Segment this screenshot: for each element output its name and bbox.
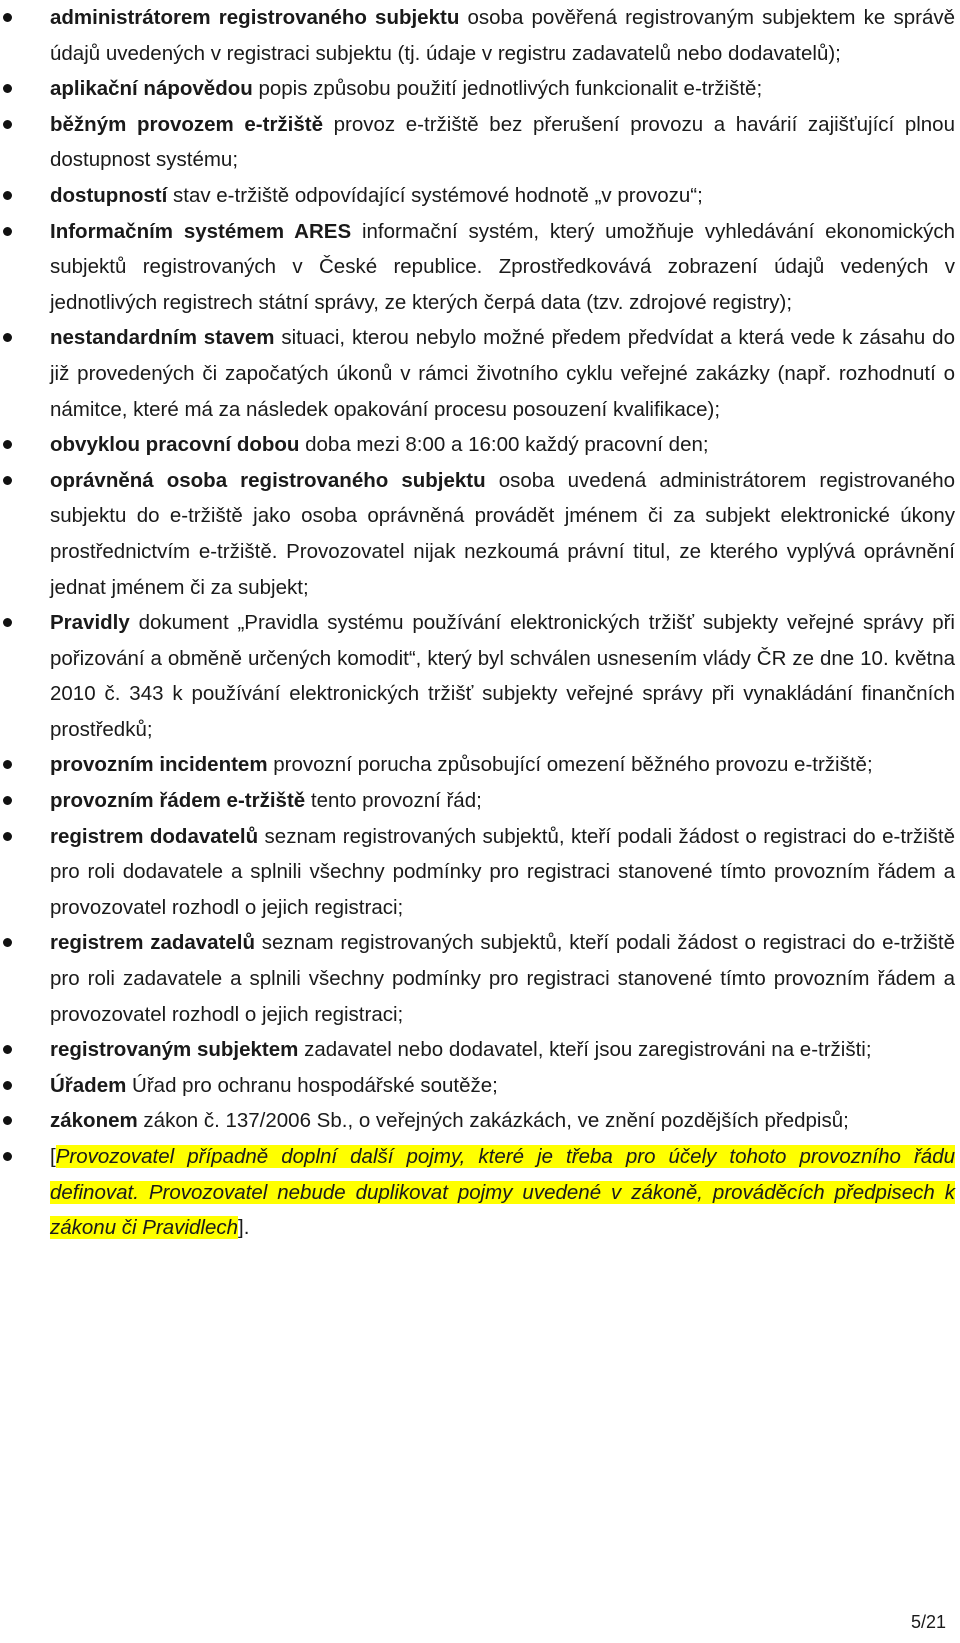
list-item-note xyxy=(50,1139,955,1246)
definition-text: zadavatel nebo dodavatel, kteří jsou zaregistrováni na e-tržišti; xyxy=(298,1038,872,1062)
definition-text: zákon č. 137/2006 Sb., o veřejných zakázkách, ve znění pozdějších předpisů; xyxy=(137,1109,849,1133)
definition-text: informační systém, který umožňuje vyhledávání ekonomických subjektů registrovaných v České republice. Zprostředkovává zobrazení údajů vedených v jednotlivých registrech státní správy, ze kterých čerpá data (tzv. zdrojové registry); xyxy=(50,219,955,314)
list-item xyxy=(50,178,955,214)
list-item xyxy=(50,605,955,747)
list-item xyxy=(50,71,955,107)
definition-text: osoba pověřená registrovaným subjektem ke správě údajů uvedených v registraci subjektu (tj. údaje v registru zadavatelů nebo dodavatelů); xyxy=(50,6,956,65)
definition-text: doba mezi 8:00 a 16:00 každý pracovní den; xyxy=(299,433,709,457)
definition-term: zákonem xyxy=(50,1109,138,1133)
list-item xyxy=(50,819,955,926)
list-item xyxy=(50,427,955,463)
definition-text: osoba uvedená administrátorem registrovaného subjektu do e-tržiště jako osoba oprávněná provádět jménem či za subjekt elektronické úkony prostřednictvím e-tržiště. Provozovatel nijak nezkoumá právní titul, ze kterého vyplývá oprávnění jednat jménem či za subjekt; xyxy=(50,468,956,599)
definition-text: situaci, kterou nebylo možné předem předvídat a která vede k zásahu do již provedených či započatých úkonů v rámci životního cyklu veřejné zakázky (např. rozhodnutí o námitce, které má za následek opakování procesu posouzení kvalifikace); xyxy=(50,326,955,421)
note-close-bracket: ]. xyxy=(238,1216,250,1240)
definition-term: Informačním systémem ARES xyxy=(50,219,352,243)
definition-term: oprávněná osoba registrovaného subjektu xyxy=(50,468,486,492)
definition-term: provozním incidentem xyxy=(50,753,268,777)
list-item xyxy=(50,747,955,783)
definition-term: aplikační nápovědou xyxy=(50,77,253,101)
list-item xyxy=(50,1103,955,1139)
definition-term: provozním řádem e-tržiště xyxy=(50,789,306,813)
definition-term: nestandardním stavem xyxy=(50,326,275,350)
list-item xyxy=(50,1032,955,1068)
definition-text: Úřad pro ochranu hospodářské soutěže; xyxy=(126,1073,498,1097)
list-item xyxy=(50,463,955,605)
definition-text: stav e-tržiště odpovídající systémové hodnotě „v provozu“; xyxy=(167,183,703,207)
definition-term: registrovaným subjektem xyxy=(50,1038,299,1062)
definition-term: registrem dodavatelů xyxy=(50,824,259,848)
definition-term: běžným provozem e-tržiště xyxy=(50,112,323,136)
list-item xyxy=(50,925,955,1032)
definition-text: dokument „Pravidla systému používání elektronických tržišť subjekty veřejné správy při pořizování a obměně určených komodit“, který byl schválen usnesením vlády ČR ze dne 10. května 2010 č. 343 k používání elektronických tržišť subjekty veřejné správy při vynakládání finančních prostředků; xyxy=(50,611,955,741)
list-item xyxy=(50,783,955,819)
definition-text: provozní porucha způsobující omezení běžného provozu e-tržiště; xyxy=(267,753,873,777)
list-item xyxy=(50,214,955,321)
definition-text: seznam registrovaných subjektů, kteří podali žádost o registraci do e-tržiště pro roli dodavatele a splnili všechny podmínky pro registraci stanovené tímto provozním řádem a provozovatel rozhodl o jejich registraci; xyxy=(50,824,956,919)
highlighted-note: Provozovatel případně doplní další pojmy, které je třeba pro účely tohoto provozního řádu definovat. Provozovatel nebude duplikovat pojmy uvedené v zákoně, prováděcích předpisech k zákonu či Pravidlech xyxy=(50,1145,955,1240)
definition-term: Úřadem xyxy=(50,1073,127,1097)
definition-term: obvyklou pracovní dobou xyxy=(50,433,300,457)
page-number: 5/21 xyxy=(910,1612,946,1632)
definition-text: seznam registrovaných subjektů, kteří podali žádost o registraci do e-tržiště pro roli zadavatele a splnili všechny podmínky pro registraci stanovené tímto provozním řádem a provozovatel rozhodl o jejich registraci; xyxy=(50,931,955,1026)
list-item xyxy=(50,0,955,71)
list-item xyxy=(50,320,955,427)
note-open-bracket: [ xyxy=(50,1145,56,1168)
definitions-list xyxy=(50,0,955,1246)
definition-term: dostupností xyxy=(50,183,168,207)
definition-text: tento provozní řád; xyxy=(305,789,482,813)
definition-text: popis způsobu použití jednotlivých funkcionalit e-tržiště; xyxy=(252,77,763,101)
definition-term: registrem zadavatelů xyxy=(50,931,256,955)
definition-term: Pravidly xyxy=(50,611,130,635)
list-item xyxy=(50,107,955,178)
definition-term: administrátorem registrovaného subjektu xyxy=(50,6,460,29)
definition-text: provoz e-tržiště bez přerušení provozu a havárií zajišťující plnou dostupnost systému; xyxy=(50,112,955,172)
list-item xyxy=(50,1068,955,1104)
